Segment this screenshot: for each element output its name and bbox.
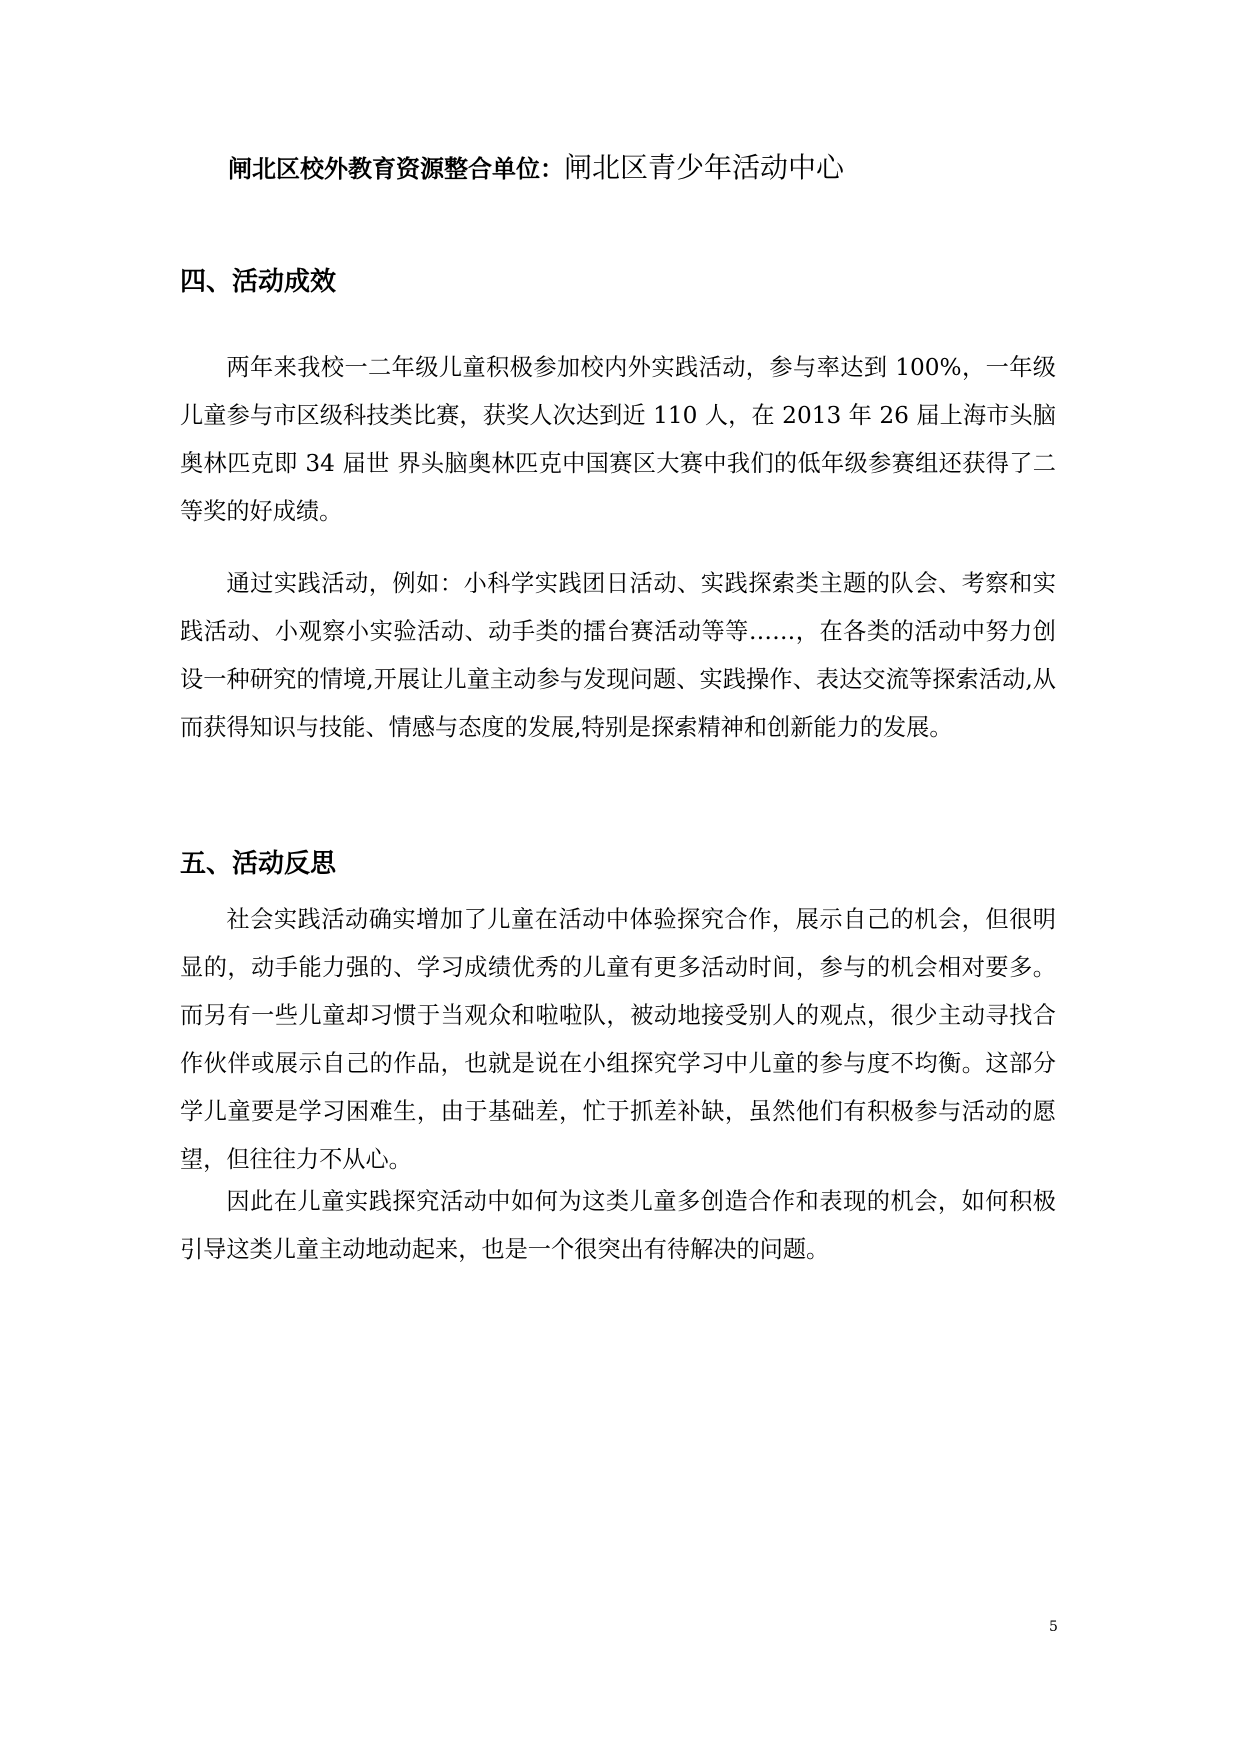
section-heading-reflection: 五、活动反思	[180, 849, 337, 879]
results-paragraph-1: 两年来我校一二年级儿童积极参加校内外实践活动，参与率达到 100%，一年级儿童参与市区级科技类比赛，获奖人次达到近 110 人，在 2013 年 26 届上海市头脑奥林匹克即 34 届世 界头脑奥林匹克中国赛区大赛中我们的低年级参赛组还获得了二等奖的好成绩。	[180, 354, 1056, 525]
reflection-paragraph-1: 社会实践活动确实增加了儿童在活动中体验探究合作，展示自己的机会，但很明显的，动手能力强的、学习成绩优秀的儿童有更多活动时间，参与的机会相对要多。而另有一些儿童却习惯于当观众和啦啦队，被动地接受别人的观点，很少主动寻找合作伙伴或展示自己的作品，也就是说在小组探究学习中儿童的参与度不均衡。这部分学儿童要是学习困难生，由于基础差，忙于抓差补缺，虽然他们有积极参与活动的愿望，但往往力不从心。	[180, 906, 1056, 1173]
section-heading-results: 四、活动成效	[180, 267, 337, 297]
page-number: 5	[1049, 1619, 1058, 1635]
organization-label: 闸北区校外教育资源整合单位：	[228, 155, 564, 183]
reflection-paragraph-2: 因此在儿童实践探究活动中如何为这类儿童多创造合作和表现的机会，如何积极引导这类儿童主动地动起来，也是一个很突出有待解决的问题。	[180, 1188, 1056, 1263]
results-paragraph-2: 通过实践活动，例如：小科学实践团日活动、实践探索类主题的队会、考察和实践活动、小观察小实验活动、动手类的擂台赛活动等等……，在各类的活动中努力创设一种研究的情境,开展让儿童主动参与发现问题、实践操作、表达交流等探索活动,从而获得知识与技能、情感与态度的发展,特别是探索精神和创新能力的发展。	[180, 570, 1056, 741]
organization-name: 闸北区青少年活动中心	[564, 151, 845, 184]
organization-line	[228, 148, 1108, 189]
